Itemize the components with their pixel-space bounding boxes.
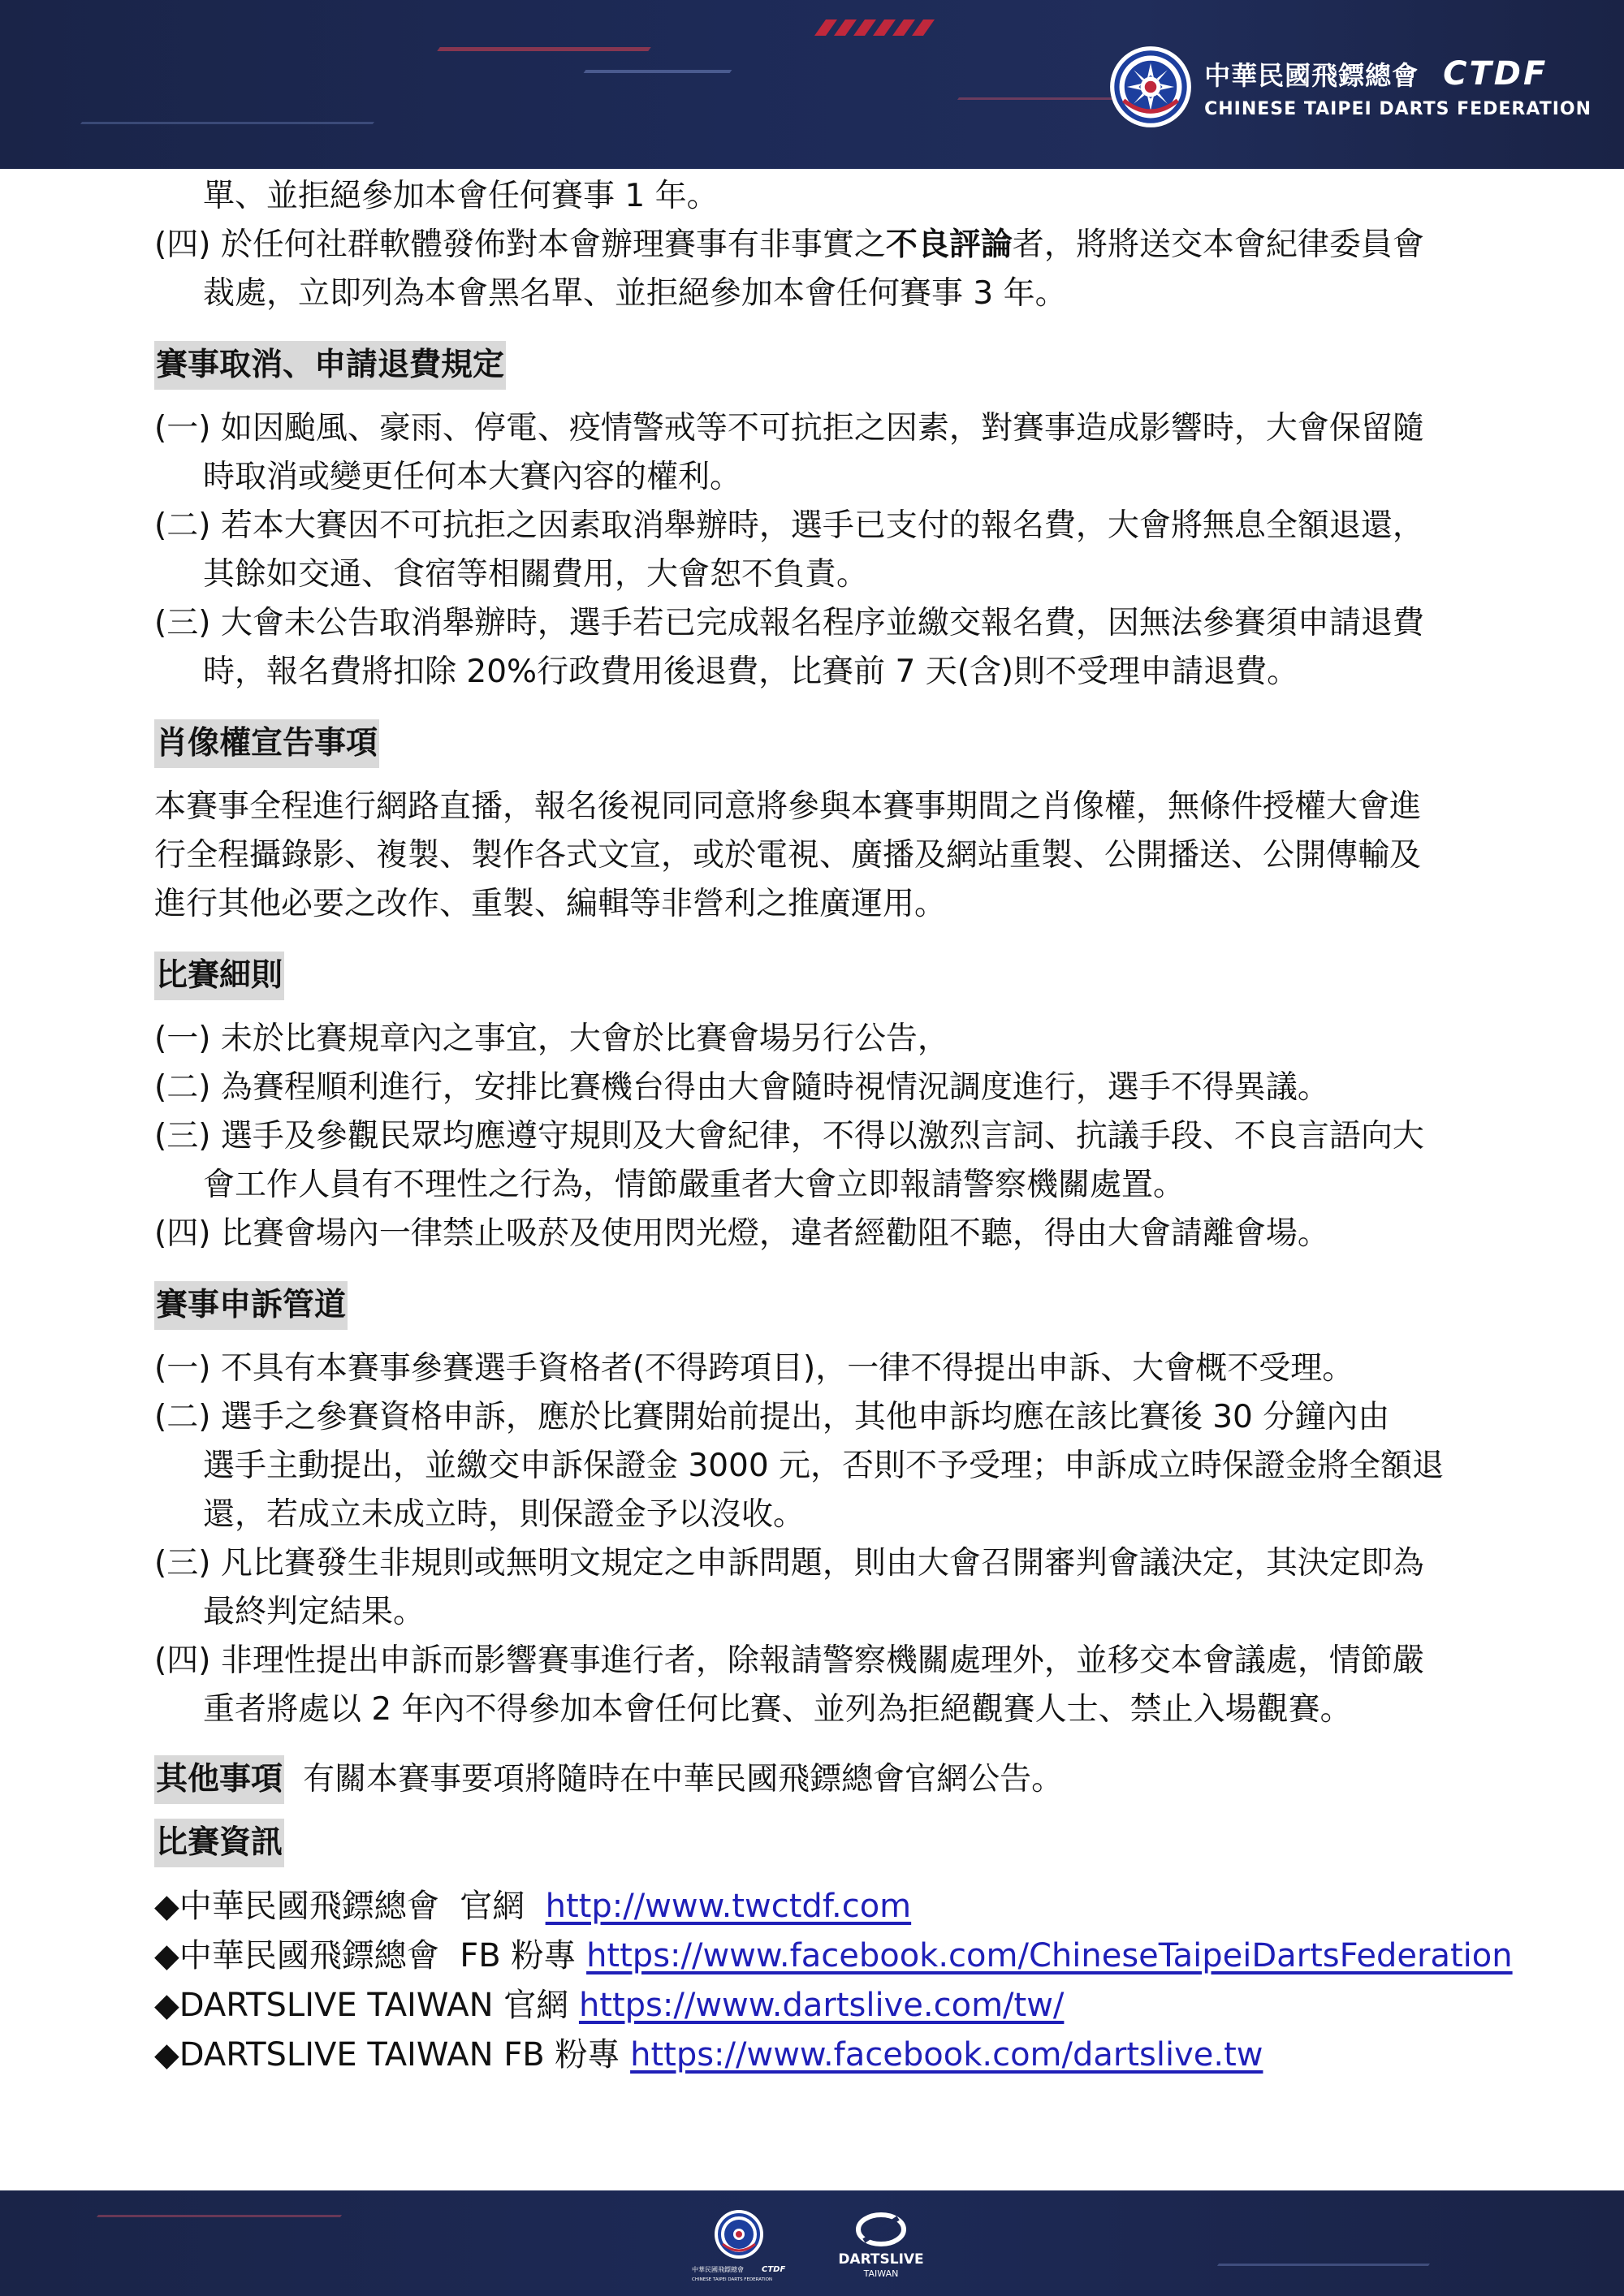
refund-item-2-line1: (二) 若本大賽因不可抗拒之因素取消舉辦時，選手已支付的報名費，大會將無息全額退還， bbox=[154, 507, 1424, 544]
info-link-item bbox=[154, 1931, 1513, 1981]
refund-item-2 bbox=[154, 502, 1486, 599]
other-text: 有關本賽事要項將隨時在中華民國飛鏢總會官網公告。 bbox=[303, 1761, 1064, 1798]
document-body bbox=[154, 172, 1513, 2080]
banner-stripe bbox=[892, 19, 915, 36]
footer-ctdf-abbr: CTDF bbox=[762, 2265, 786, 2274]
blacklist-item-4-cont: 裁處，立即列為本會黑名單、並拒絕參加本會任何賽事 3 年。 bbox=[203, 275, 1067, 312]
info-link-item bbox=[154, 2031, 1486, 2080]
rules-item-3-line2: 會工作人員有不理性之行為，情節嚴重者大會立即報請警察機關處置。 bbox=[203, 1167, 1186, 1203]
portrait-heading: 肖像權宣告事項 bbox=[154, 719, 379, 768]
refund-item-2-line2: 其餘如交通、食宿等相關費用，大會恕不負責。 bbox=[203, 556, 869, 593]
rules-item-3-line1: (三) 選手及參觀民眾均應遵守規則及大會紀律，不得以激烈言詞、抗議手段、不良言語向大 bbox=[154, 1118, 1424, 1154]
ctdf-emblem-icon bbox=[1108, 45, 1193, 129]
footer-dartslive-name: DARTSLIVE bbox=[838, 2251, 924, 2268]
footer-stripe bbox=[97, 2215, 342, 2217]
appeal-item-3 bbox=[154, 1539, 1486, 1637]
footer-banner bbox=[0, 2190, 1624, 2296]
org-name-zh: 中華民國飛鏢總會 bbox=[1204, 59, 1419, 91]
footer-logos bbox=[690, 2205, 950, 2286]
info-link-label: ◆中華民國飛鏢總會 官網 bbox=[154, 1888, 546, 1925]
dartslive-website-link[interactable]: https://www.dartslive.com/tw/ bbox=[578, 1987, 1065, 2024]
info-link-label: ◆DARTSLIVE TAIWAN 官網 bbox=[154, 1987, 579, 2024]
appeal-item-3-line2: 最終判定結果。 bbox=[203, 1594, 425, 1630]
refund-heading: 賽事取消、申請退費規定 bbox=[154, 341, 506, 390]
org-name-en: CHINESE TAIPEI DARTS FEDERATION bbox=[1204, 98, 1592, 119]
appeal-item-2 bbox=[154, 1393, 1486, 1539]
portrait-line-2: 行全程攝錄影、複製、製作各式文宣，或於電視、廣播及網站重製、公開播送、公開傳輸及 bbox=[154, 837, 1422, 874]
appeal-item-4-line2: 重者將處以 2 年內不得參加本會任何比賽、並列為拒絕觀賽人士、禁止入場觀賽。 bbox=[203, 1691, 1352, 1728]
refund-item-3 bbox=[154, 599, 1486, 697]
blacklist-item-4 bbox=[154, 221, 1486, 270]
refund-item-3-line2: 時，報名費將扣除 20%行政費用後退費，比賽前 7 天(含)則不受理申請退費。 bbox=[203, 654, 1299, 690]
rules-item-4: (四) 比賽會場內一律禁止吸菸及使用閃光燈，違者經勸阻不聽，得由大會請離會場。 bbox=[154, 1215, 1329, 1252]
appeal-item-2-line3: 還，若成立未成立時，則保證金予以沒收。 bbox=[203, 1496, 806, 1533]
info-link-item bbox=[154, 1981, 1486, 2031]
info-link-list bbox=[154, 1882, 1513, 2080]
blacklist-item-4-bold: 不良評論 bbox=[885, 227, 1013, 263]
appeal-item-2-line1: (二) 選手之參賽資格申訴，應於比賽開始前提出，其他申訴均應在該比賽後 30 分鐘內由 bbox=[154, 1399, 1390, 1435]
org-abbr: CTDF bbox=[1443, 54, 1548, 93]
appeal-item-3-line1: (三) 凡比賽發生非規則或無明文規定之申訴問題，則由大會召開審判會議決定，其決定即為 bbox=[154, 1545, 1424, 1582]
ctdf-facebook-link[interactable]: https://www.facebook.com/ChineseTaipeiDartsFederation bbox=[586, 1937, 1513, 1974]
footer-ctdf-en: CHINESE TAIPEI DARTS FEDERATION bbox=[692, 2277, 773, 2282]
info-link-label: ◆DARTSLIVE TAIWAN FB 粉專 bbox=[154, 2036, 631, 2074]
info-link-item bbox=[154, 1882, 1486, 1931]
info-link-label: ◆中華民國飛鏢總會 FB 粉專 bbox=[154, 1937, 587, 1974]
appeal-item-4 bbox=[154, 1637, 1486, 1734]
rules-item-3 bbox=[154, 1112, 1486, 1210]
banner-stripe bbox=[957, 97, 1121, 100]
dartslive-logo-icon bbox=[858, 2215, 904, 2244]
refund-item-1-line2: 時取消或變更任何本大賽內容的權利。 bbox=[203, 459, 742, 495]
ctdf-logo bbox=[1108, 42, 1592, 132]
footer-dartslive-region: TAIWAN bbox=[863, 2268, 899, 2279]
rules-heading: 比賽細則 bbox=[154, 952, 284, 1000]
header-banner bbox=[0, 0, 1624, 169]
other-heading: 其他事項 bbox=[154, 1755, 284, 1804]
banner-stripe bbox=[873, 19, 896, 36]
appeal-item-1: (一) 不具有本賽事參賽選手資格者(不得跨項目)，一律不得提出申訴、大會概不受理。 bbox=[154, 1350, 1354, 1387]
banner-stripe bbox=[814, 19, 837, 36]
blacklist-item-4-suffix: 者，將將送交本會紀律委員會 bbox=[1012, 227, 1424, 263]
footer-logos-graphic bbox=[690, 2205, 950, 2286]
appeal-heading: 賽事申訴管道 bbox=[154, 1281, 348, 1330]
banner-stripe bbox=[80, 122, 374, 124]
ctdf-small-emblem-icon bbox=[715, 2210, 763, 2259]
refund-item-1 bbox=[154, 404, 1486, 502]
rules-item-1: (一) 未於比賽規章內之事宜，大會於比賽會場另行公告， bbox=[154, 1021, 949, 1057]
portrait-line-3: 進行其他必要之改作、重製、編輯等非營利之推廣運用。 bbox=[154, 886, 947, 922]
banner-stripe bbox=[437, 47, 651, 51]
rules-item-2: (二) 為賽程順利進行，安排比賽機台得由大會隨時視情況調度進行，選手不得異議。 bbox=[154, 1069, 1329, 1106]
banner-stripe bbox=[584, 70, 732, 73]
refund-item-3-line1: (三) 大會未公告取消舉辦時，選手若已完成報名程序並繳交報名費，因無法參賽須申請退費 bbox=[154, 605, 1424, 641]
footer-stripe bbox=[1217, 2264, 1430, 2266]
blacklist-continuation: 單、並拒絕參加本會任何賽事 1 年。 bbox=[203, 178, 719, 214]
portrait-line-1: 本賽事全程進行網路直播，報名後視同同意將參與本賽事期間之肖像權，無條件授權大會進 bbox=[154, 788, 1422, 825]
banner-stripe bbox=[912, 19, 935, 36]
ctdf-website-link[interactable]: http://www.twctdf.com bbox=[545, 1888, 912, 1925]
footer-ctdf-zh: 中華民國飛鏢總會 bbox=[692, 2266, 744, 2273]
blacklist-item-4-prefix: (四) 於任何社群軟體發佈對本會辦理賽事有非事實之 bbox=[154, 227, 886, 263]
appeal-item-4-line1: (四) 非理性提出申訴而影響賽事進行者，除報請警察機關處理外，並移交本會議處，情節嚴 bbox=[154, 1642, 1424, 1679]
dartslive-facebook-link[interactable]: https://www.facebook.com/dartslive.tw bbox=[630, 2036, 1263, 2074]
info-heading: 比賽資訊 bbox=[154, 1819, 284, 1867]
appeal-item-2-line2: 選手主動提出，並繳交申訴保證金 3000 元，否則不予受理；申訴成立時保證金將全額退 bbox=[203, 1448, 1445, 1484]
banner-stripe bbox=[853, 19, 876, 36]
refund-item-1-line1: (一) 如因颱風、豪雨、停電、疫情警戒等不可抗拒之因素，對賽事造成影響時，大會保留隨 bbox=[154, 410, 1424, 447]
banner-stripe bbox=[834, 19, 857, 36]
